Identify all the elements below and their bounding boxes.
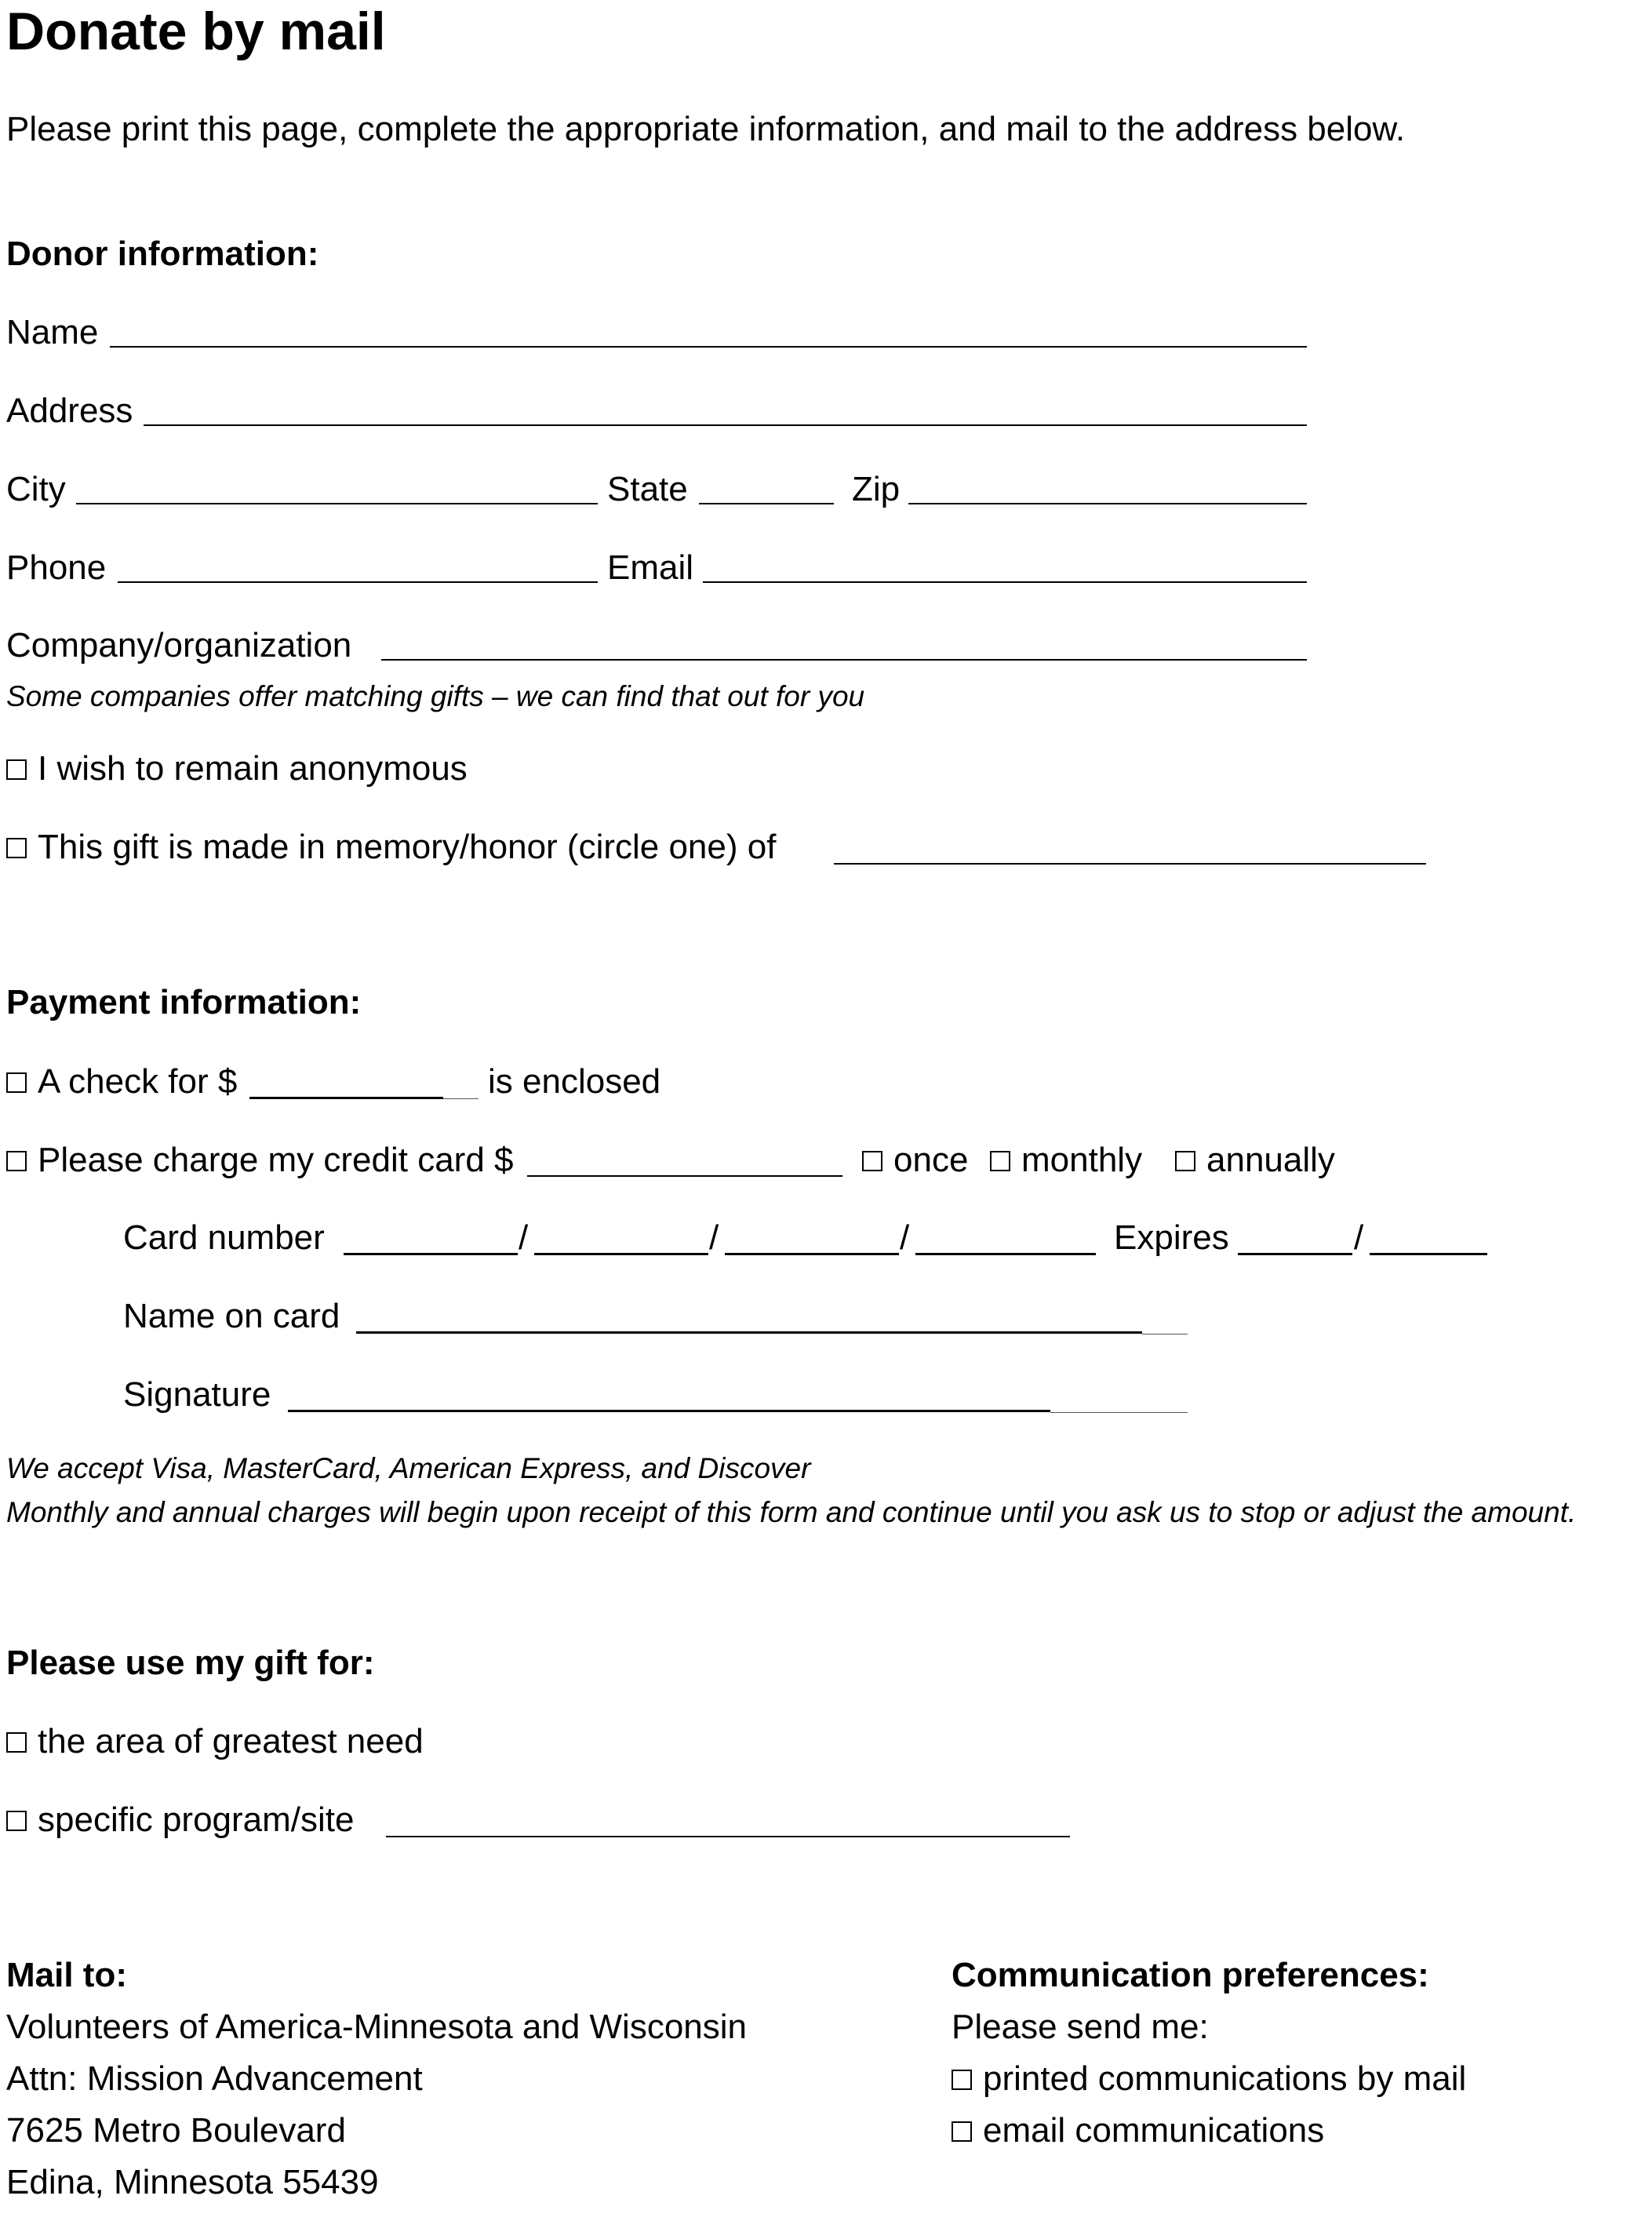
- matching-gifts-note: Some companies offer matching gifts – we can find that out for you: [6, 680, 865, 712]
- check-suffix: is enclosed: [488, 1062, 661, 1101]
- card-number-separator: /: [900, 1218, 910, 1257]
- communication-heading: Communication preferences:: [952, 1956, 1429, 1994]
- check-option[interactable]: [6, 1062, 238, 1101]
- annually-checkbox[interactable]: [1175, 1151, 1195, 1171]
- mail-to-line-1: Volunteers of America-Minnesota and Wisconsin: [6, 2008, 748, 2046]
- credit-card-option[interactable]: [6, 1143, 514, 1178]
- company-label: Company/organization: [6, 626, 352, 664]
- specific-program-checkbox[interactable]: [6, 1811, 27, 1831]
- name-on-card-field[interactable]: [356, 1331, 1142, 1334]
- mail-to-line-2: Attn: Mission Advancement: [6, 2059, 423, 2098]
- memory-honor-checkbox[interactable]: [6, 838, 27, 858]
- state-field[interactable]: [699, 503, 834, 504]
- intro-text: Please print this page, complete the appropriate information, and mail to the address below.: [6, 110, 1406, 148]
- expires-label: Expires: [1114, 1218, 1229, 1257]
- address-field[interactable]: [144, 424, 1307, 426]
- memory-honor-option[interactable]: [6, 830, 776, 865]
- city-label: City: [6, 470, 66, 508]
- zip-label: Zip: [852, 470, 901, 508]
- phone-label: Phone: [6, 548, 107, 587]
- communication-prompt: Please send me:: [952, 2008, 1209, 2046]
- email-field[interactable]: [703, 581, 1307, 583]
- phone-field[interactable]: [118, 581, 598, 583]
- monthly-option[interactable]: [990, 1143, 1142, 1178]
- zip-field[interactable]: [908, 503, 1307, 504]
- name-on-card-label: Name on card: [123, 1297, 340, 1335]
- name-label: Name: [6, 313, 99, 351]
- page-title: Donate by mail: [6, 2, 386, 61]
- monthly-checkbox[interactable]: [990, 1151, 1010, 1171]
- specific-program-label: specific program/site: [38, 1800, 355, 1839]
- memory-honor-field[interactable]: [834, 863, 1426, 865]
- specific-program-field[interactable]: [386, 1836, 1070, 1837]
- annually-option[interactable]: [1175, 1143, 1335, 1178]
- printed-communications-option[interactable]: [952, 2059, 1467, 2098]
- address-label: Address: [6, 391, 133, 430]
- credit-card-checkbox[interactable]: [6, 1151, 27, 1171]
- card-number-separator: /: [709, 1218, 719, 1257]
- signature-field-tail: [1050, 1412, 1188, 1413]
- signature-field[interactable]: [288, 1410, 1050, 1412]
- check-amount-field[interactable]: [249, 1097, 443, 1099]
- email-communications-checkbox[interactable]: [952, 2121, 972, 2142]
- email-communications-label: email communications: [983, 2111, 1325, 2150]
- card-number-group-3[interactable]: [725, 1253, 899, 1255]
- email-label: Email: [607, 548, 694, 587]
- credit-card-label: Please charge my credit card $: [38, 1141, 514, 1179]
- gift-use-heading: Please use my gift for:: [6, 1644, 375, 1682]
- anonymous-label: I wish to remain anonymous: [38, 749, 468, 788]
- greatest-need-checkbox[interactable]: [6, 1732, 27, 1753]
- recurring-charges-note: Monthly and annual charges will begin upon receipt of this form and continue until you ask us to stop or adjust the amount.: [6, 1496, 1577, 1528]
- card-number-group-1[interactable]: [344, 1253, 518, 1255]
- check-label: A check for $: [38, 1062, 238, 1101]
- check-amount-field-tail: [443, 1098, 478, 1099]
- greatest-need-label: the area of greatest need: [38, 1722, 424, 1760]
- memory-honor-label: This gift is made in memory/honor (circle one) of: [38, 828, 777, 866]
- company-field[interactable]: [381, 659, 1307, 661]
- expires-separator: /: [1354, 1218, 1364, 1257]
- expires-year-field[interactable]: [1370, 1253, 1487, 1255]
- printed-communications-checkbox[interactable]: [952, 2070, 972, 2090]
- monthly-label: monthly: [1021, 1141, 1143, 1179]
- mail-to-heading: Mail to:: [6, 1956, 127, 1994]
- payment-section-heading: Payment information:: [6, 983, 362, 1021]
- card-number-group-2[interactable]: [534, 1253, 708, 1255]
- annually-label: annually: [1206, 1141, 1335, 1179]
- check-checkbox[interactable]: [6, 1072, 27, 1093]
- card-number-group-4[interactable]: [915, 1253, 1096, 1255]
- anonymous-option[interactable]: [6, 749, 468, 788]
- name-field[interactable]: [110, 346, 1307, 348]
- email-communications-option[interactable]: [952, 2111, 1325, 2150]
- expires-month-field[interactable]: [1238, 1253, 1352, 1255]
- signature-label: Signature: [123, 1375, 271, 1414]
- credit-card-amount-field[interactable]: [527, 1175, 842, 1177]
- mail-to-line-3: 7625 Metro Boulevard: [6, 2111, 346, 2150]
- anonymous-checkbox[interactable]: [6, 759, 27, 780]
- city-field[interactable]: [76, 503, 598, 504]
- once-label: once: [893, 1141, 969, 1179]
- donor-section-heading: Donor information:: [6, 235, 319, 273]
- card-number-separator: /: [519, 1218, 529, 1257]
- printed-communications-label: printed communications by mail: [983, 2059, 1467, 2098]
- once-option[interactable]: [862, 1143, 968, 1178]
- card-number-label: Card number: [123, 1218, 325, 1257]
- state-label: State: [607, 470, 688, 508]
- specific-program-option[interactable]: [6, 1800, 355, 1839]
- mail-to-line-4: Edina, Minnesota 55439: [6, 2163, 379, 2201]
- once-checkbox[interactable]: [862, 1151, 882, 1171]
- accepted-cards-note: We accept Visa, MasterCard, American Express, and Discover: [6, 1452, 811, 1484]
- greatest-need-option[interactable]: [6, 1724, 424, 1759]
